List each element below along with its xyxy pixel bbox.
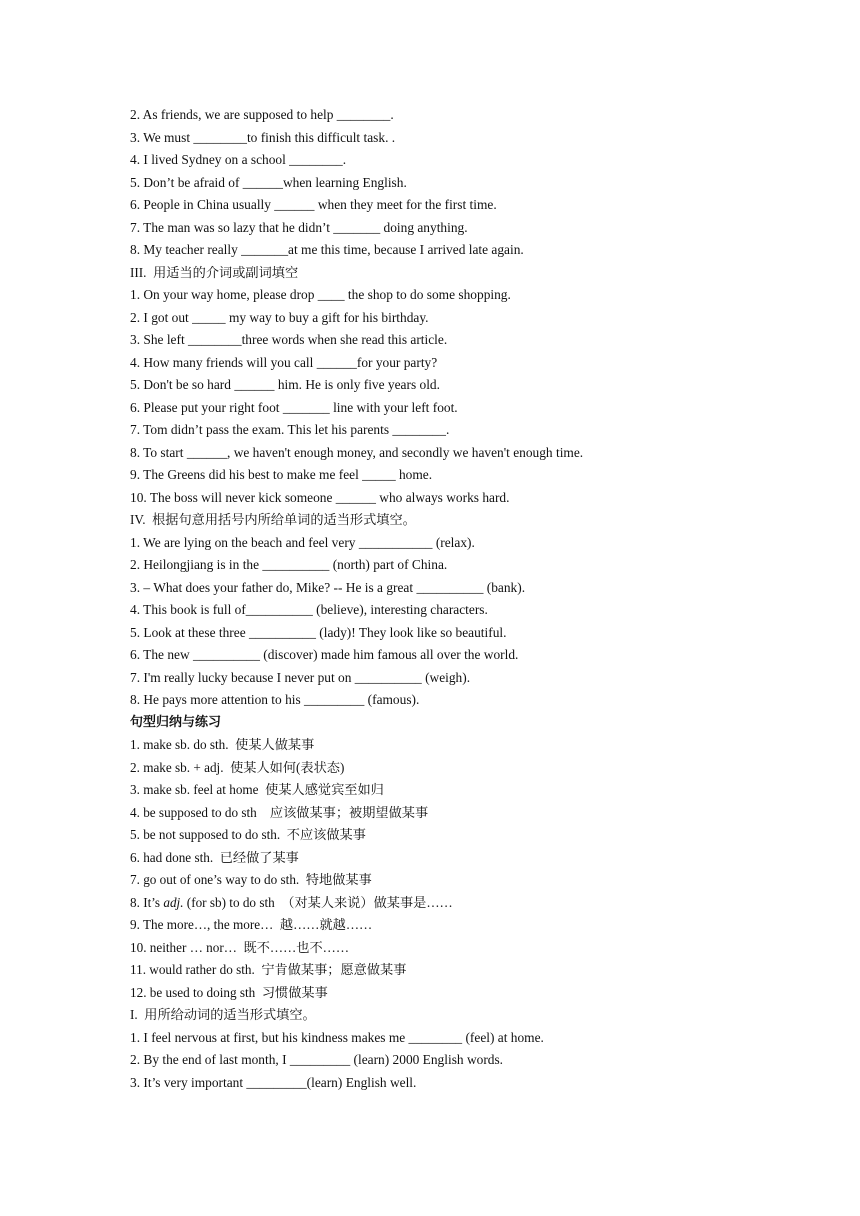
exercise-item: 7. I'm really lucky because I never put on __________ (weigh). [130,669,471,685]
exercise-item: 3. We must ________to finish this difficult task. . [130,129,396,145]
exercise-item: 5. Look at these three __________ (lady)! They look like so beautiful. [130,624,507,640]
text-line-cn: 10. neither … nor… 既不……也不…… [130,939,350,955]
italic-term: adj. [163,894,184,910]
exercise-item: 2. As friends, we are supposed to help ________. [130,107,394,122]
text-segment: 8. It’s [130,894,164,910]
exercise-item: 1. We are lying on the beach and feel very ___________ (relax). [130,534,475,550]
exercise-item: 6. Please put your right foot _______ line with your left foot. [130,399,458,415]
exercise-item: 10. The boss will never kick someone ______ who always works hard. [130,489,510,505]
exercise-item: 8. To start ______, we haven't enough money, and secondly we haven't enough time. [130,444,584,460]
exercise-item: 3. It’s very important _________(learn) English well. [130,1074,417,1090]
exercise-item: 5. Don’t be afraid of ______when learning English. [130,174,407,190]
exercise-item: 5. Don't be so hard ______ him. He is only five years old. [130,377,440,392]
text-line-cn: 7. go out of one’s way to do sth. 特地做某事 [130,872,372,887]
exercise-item: 4. How many friends will you call ______for your party? [130,354,438,370]
section-heading: 句型归纳与练习 [130,714,222,730]
exercise-item: 4. I lived Sydney on a school ________. [130,152,347,167]
text-line-cn: 11. would rather do sth. 宁肯做某事；愿意做某事 [130,962,407,977]
text-line-cn: 6. had done sth. 已经做了某事 [130,849,299,865]
text-line-cn: 12. be used to doing sth 习惯做某事 [130,984,328,1000]
exercise-item: 1. On your way home, please drop ____ the shop to do some shopping. [130,287,511,302]
exercise-item: 7. The man was so lazy that he didn’t _______ doing anything. [130,219,468,235]
exercise-item: 1. I feel nervous at first, but his kindness makes me ________ (feel) at home. [130,1029,544,1045]
text-line-cn: 9. The more…, the more… 越……就越…… [130,917,373,932]
exercise-item: 8. My teacher really _______at me this time, because I arrived late again. [130,242,524,257]
exercise-item: 6. The new __________ (discover) made him famous all over the world. [130,647,519,662]
text-line-cn: III. 用适当的介词或副词填空 [130,264,299,280]
exercise-item: 2. Heilongjiang is in the __________ (north) part of China. [130,557,448,572]
exercise-item: 9. The Greens did his best to make me feel _____ home. [130,467,433,482]
exercise-item: 3. She left ________three words when she read this article. [130,332,448,347]
text-line-cn: 2. make sb. + adj. 使某人如何(表状态) [130,759,345,775]
exercise-item: 2. By the end of last month, I _________ (learn) 2000 English words. [130,1052,504,1067]
text-segment: (for sb) to do sth （对某人来说）做某事是…… [183,894,453,910]
document-body [130,104,830,1094]
text-line-cn: 5. be not supposed to do sth. 不应该做某事 [130,827,366,842]
exercise-item: 6. People in China usually ______ when they meet for the first time. [130,197,497,212]
text-line-cn: 1. make sb. do sth. 使某人做某事 [130,737,315,752]
exercise-item: 7. Tom didn’t pass the exam. This let his parents ________. [130,422,450,437]
text-line-cn [130,892,830,915]
text-line-cn: 4. be supposed to do sth 应该做某事；被期望做某事 [130,804,429,820]
text-line-cn: I. 用所给动词的适当形式填空。 [130,1007,316,1022]
exercise-item: 2. I got out _____ my way to buy a gift for his birthday. [130,309,429,325]
text-line-cn: IV. 根据句意用括号内所给单词的适当形式填空。 [130,512,416,527]
exercise-item: 3. – What does your father do, Mike? -- He is a great __________ (bank). [130,579,526,595]
exercise-item: 4. This book is full of__________ (believe), interesting characters. [130,602,488,617]
exercise-item: 8. He pays more attention to his _________ (famous). [130,692,420,707]
text-line-cn: 3. make sb. feel at home 使某人感觉宾至如归 [130,782,384,797]
